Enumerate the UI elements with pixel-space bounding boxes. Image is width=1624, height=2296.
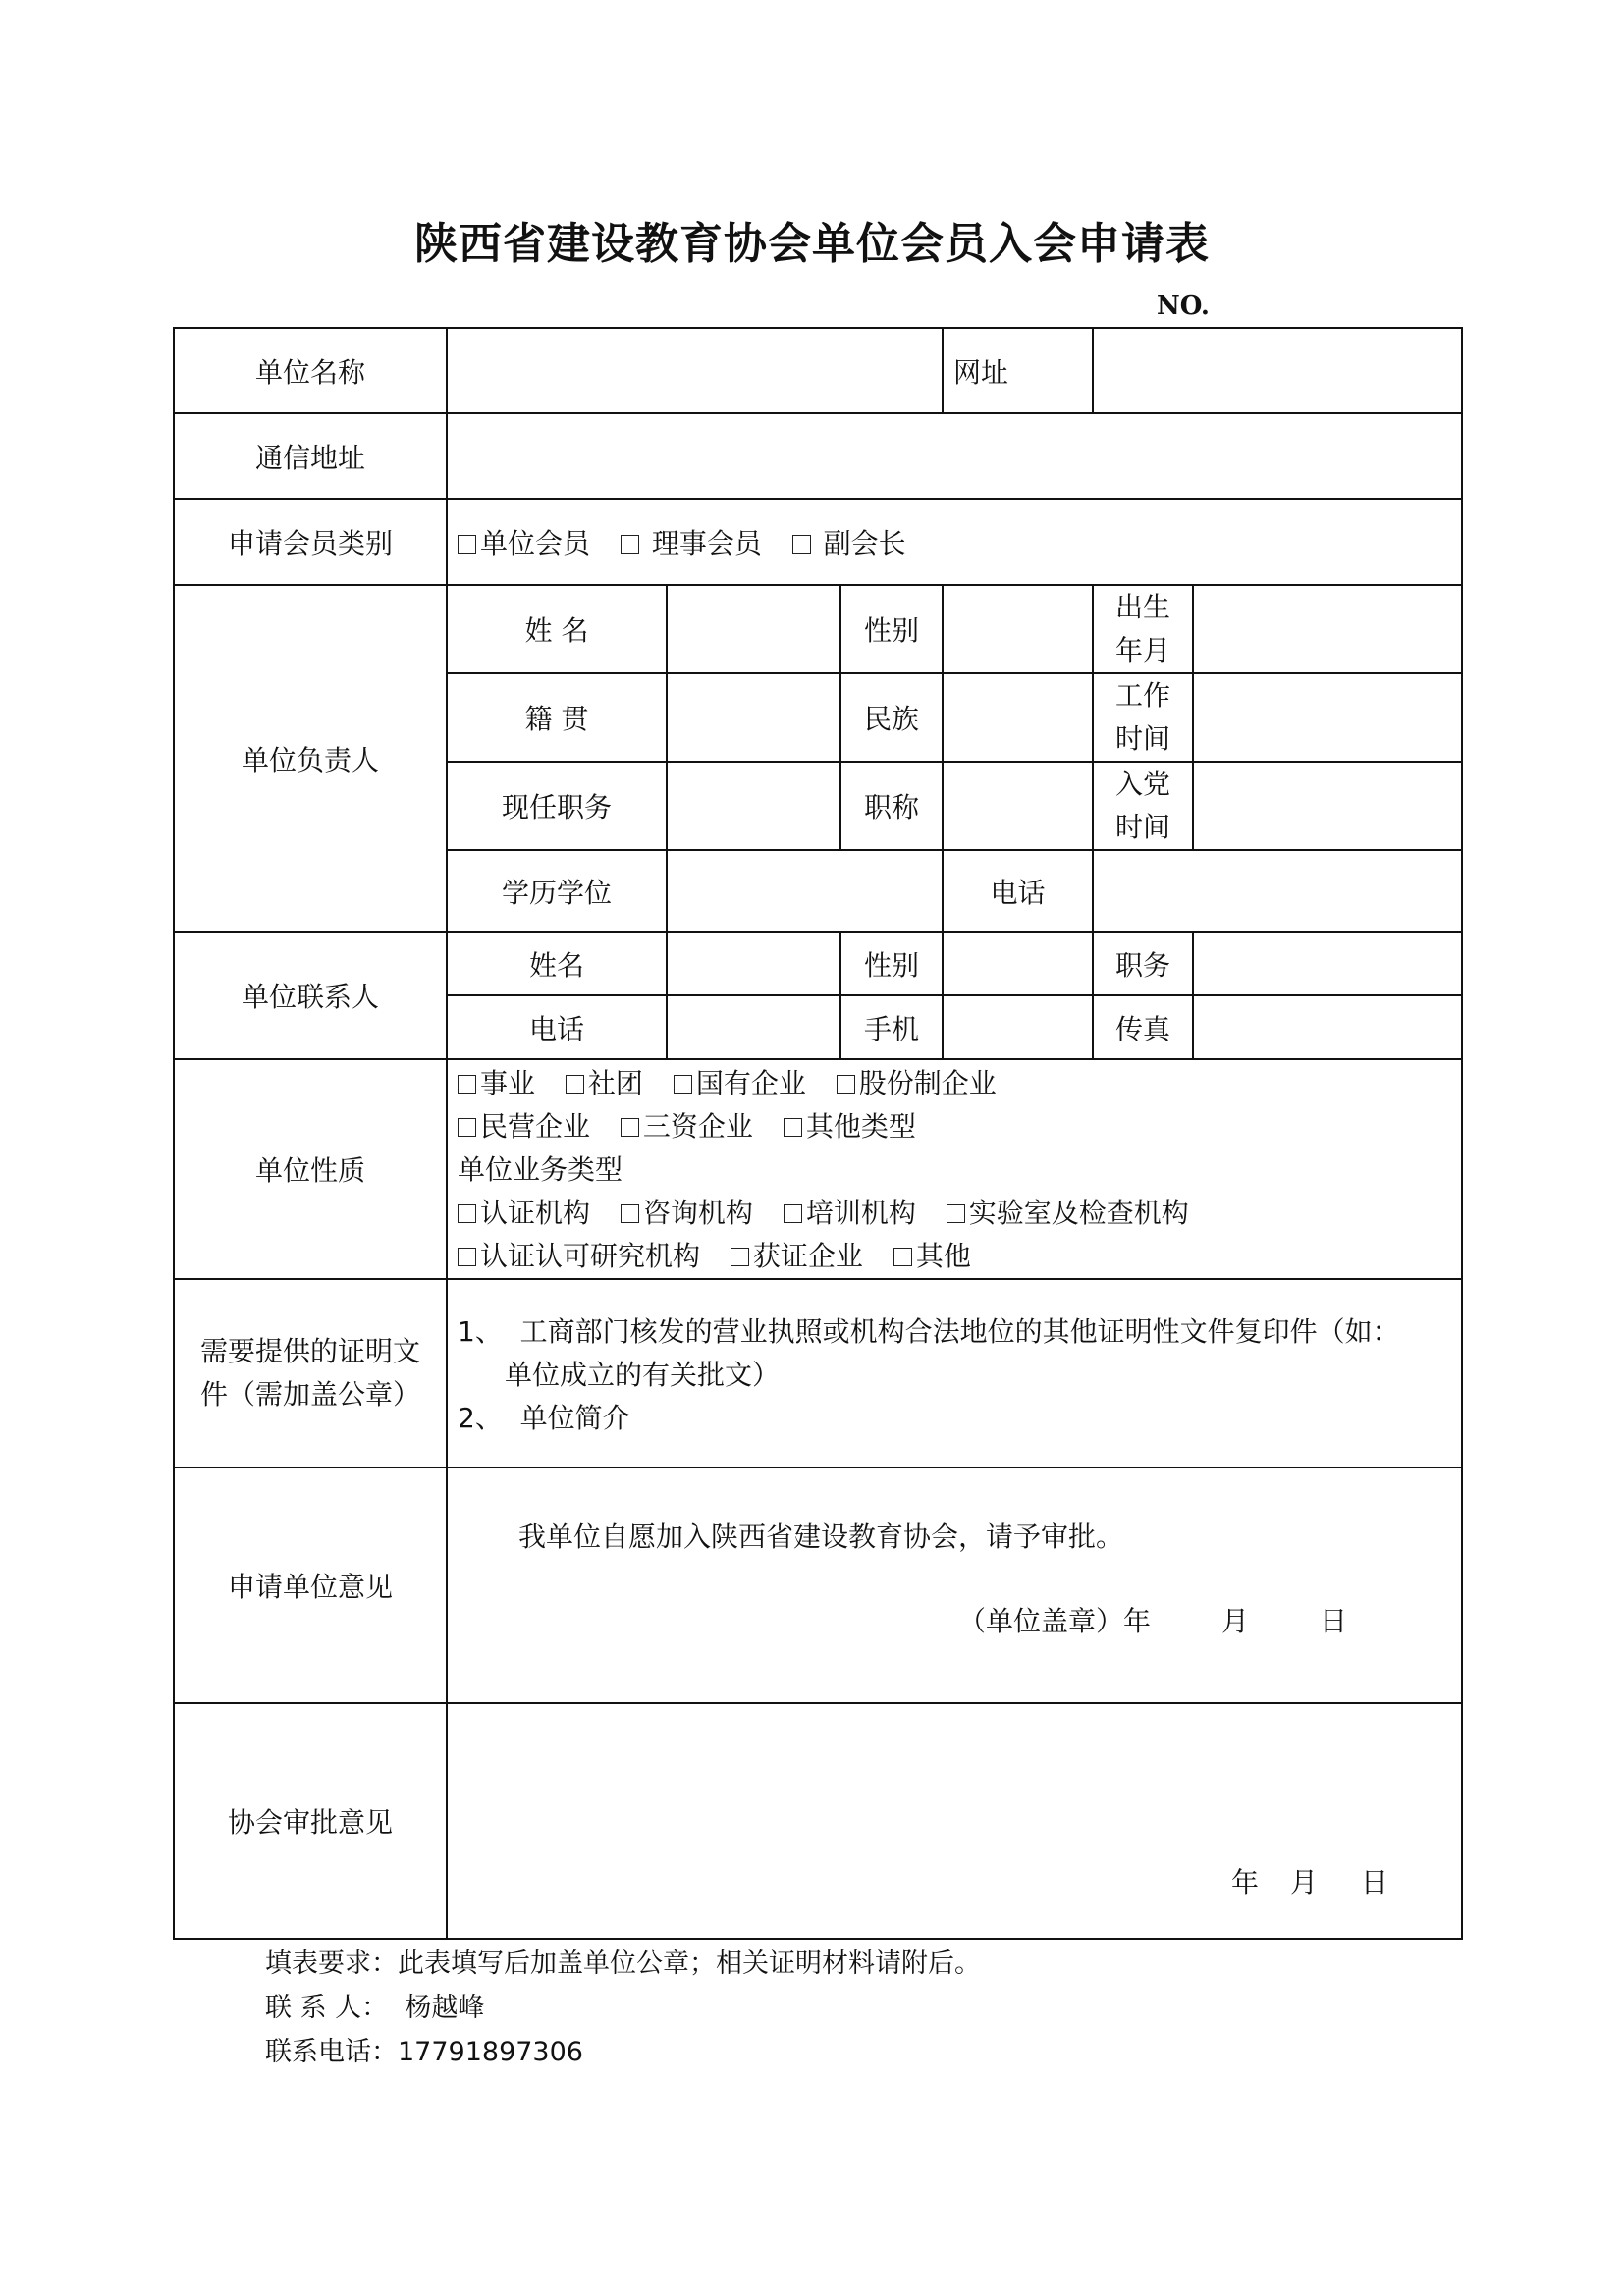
label-contact-fax: 传真 bbox=[1093, 995, 1193, 1059]
input-contact-fax[interactable] bbox=[1193, 995, 1462, 1059]
member-type-option-council[interactable]: 理事会员 bbox=[621, 527, 762, 560]
member-type-option-unit[interactable]: 单位会员 bbox=[458, 527, 590, 560]
business-option-certification[interactable]: 认证机构 bbox=[458, 1197, 590, 1229]
input-head-native[interactable] bbox=[667, 673, 840, 762]
input-head-ethnic[interactable] bbox=[943, 673, 1093, 762]
input-address[interactable] bbox=[447, 413, 1462, 499]
checkbox-icon[interactable] bbox=[947, 1204, 965, 1223]
nature-options-row-1 bbox=[458, 1062, 1451, 1105]
label-address: 通信地址 bbox=[174, 413, 447, 499]
nature-options-row-2 bbox=[458, 1105, 1451, 1148]
business-option-certified-enterprise[interactable]: 获证企业 bbox=[731, 1240, 863, 1272]
checkbox-icon[interactable] bbox=[566, 1075, 584, 1094]
label-contact-name: 姓名 bbox=[447, 932, 667, 995]
member-type-options bbox=[447, 499, 1462, 585]
applicant-statement: 我单位自愿加入陕西省建设教育协会，请予审批。 bbox=[518, 1521, 1124, 1553]
row-contact-1 bbox=[174, 932, 1462, 995]
checkbox-icon[interactable] bbox=[784, 1118, 802, 1137]
docs-item-1-continued: 单位成立的有关批文） bbox=[505, 1359, 781, 1391]
nature-option-foreign-invested[interactable]: 三资企业 bbox=[621, 1110, 753, 1143]
row-required-docs bbox=[174, 1279, 1462, 1468]
label-contact-phone: 电话 bbox=[447, 995, 667, 1059]
row-unit-nature bbox=[174, 1059, 1462, 1279]
label-applicant-opinion: 申请单位意见 bbox=[174, 1468, 447, 1703]
checkbox-icon[interactable] bbox=[784, 1204, 802, 1223]
business-option-training[interactable]: 培训机构 bbox=[784, 1197, 916, 1229]
label-head-work-time: 工作 时间 bbox=[1093, 673, 1193, 762]
business-options-row-1 bbox=[458, 1192, 1451, 1235]
checkbox-icon[interactable] bbox=[837, 1075, 855, 1094]
label-member-type: 申请会员类别 bbox=[174, 499, 447, 585]
unit-nature-options bbox=[447, 1059, 1462, 1279]
row-address bbox=[174, 413, 1462, 499]
row-applicant-opinion bbox=[174, 1468, 1462, 1703]
label-head-phone: 电话 bbox=[943, 850, 1093, 932]
association-opinion-area[interactable] bbox=[447, 1703, 1462, 1939]
label-contact-gender: 性别 bbox=[840, 932, 943, 995]
checkbox-icon[interactable] bbox=[792, 535, 811, 554]
input-contact-gender[interactable] bbox=[943, 932, 1093, 995]
input-head-education[interactable] bbox=[667, 850, 943, 932]
footer-phone: 联系电话：17791897306 bbox=[265, 2037, 583, 2067]
business-option-laboratory[interactable]: 实验室及检查机构 bbox=[947, 1197, 1189, 1229]
application-form-table bbox=[173, 327, 1463, 1940]
checkbox-icon[interactable] bbox=[458, 535, 476, 554]
label-unit-contact: 单位联系人 bbox=[174, 932, 447, 1059]
label-head-birth: 出生 年月 bbox=[1093, 585, 1193, 673]
row-head-1 bbox=[174, 585, 1462, 673]
checkbox-icon[interactable] bbox=[621, 1204, 639, 1223]
input-head-birth[interactable] bbox=[1193, 585, 1462, 673]
row-unit-name bbox=[174, 328, 1462, 413]
checkbox-icon[interactable] bbox=[621, 535, 639, 554]
docs-item-1: 1、 工商部门核发的营业执照或机构合法地位的其他证明性文件复印件（如： bbox=[458, 1315, 1400, 1348]
label-contact-mobile: 手机 bbox=[840, 995, 943, 1059]
label-head-position: 现任职务 bbox=[447, 762, 667, 850]
footer-requirement: 填表要求：此表填写后加盖单位公章；相关证明材料请附后。 bbox=[265, 1949, 981, 1979]
checkbox-icon[interactable] bbox=[458, 1118, 476, 1137]
label-head-title: 职称 bbox=[840, 762, 943, 850]
label-unit-head: 单位负责人 bbox=[174, 585, 447, 932]
checkbox-icon[interactable] bbox=[458, 1204, 476, 1223]
label-association-opinion: 协会审批意见 bbox=[174, 1703, 447, 1939]
applicant-seal-date: （单位盖章）年 月 日 bbox=[958, 1605, 1348, 1637]
applicant-opinion-area[interactable] bbox=[447, 1468, 1462, 1703]
label-required-docs: 需要提供的证明文 件（需加盖公章） bbox=[174, 1279, 447, 1468]
input-head-party-time[interactable] bbox=[1193, 762, 1462, 850]
input-head-phone[interactable] bbox=[1093, 850, 1462, 932]
footer-contact: 联 系 人： 杨越峰 bbox=[265, 1993, 485, 2023]
checkbox-icon[interactable] bbox=[458, 1248, 476, 1266]
input-unit-name[interactable] bbox=[447, 328, 943, 413]
label-head-ethnic: 民族 bbox=[840, 673, 943, 762]
nature-option-other-type[interactable]: 其他类型 bbox=[784, 1110, 916, 1143]
nature-option-joint-stock[interactable]: 股份制企业 bbox=[837, 1067, 997, 1099]
business-option-other[interactable]: 其他 bbox=[893, 1240, 971, 1272]
label-head-party-time: 入党 时间 bbox=[1093, 762, 1193, 850]
business-option-research[interactable]: 认证认可研究机构 bbox=[458, 1240, 700, 1272]
label-unit-name: 单位名称 bbox=[174, 328, 447, 413]
input-head-work-time[interactable] bbox=[1193, 673, 1462, 762]
checkbox-icon[interactable] bbox=[458, 1075, 476, 1094]
association-date: 年 月 日 bbox=[1231, 1866, 1389, 1898]
input-head-position[interactable] bbox=[667, 762, 840, 850]
input-contact-name[interactable] bbox=[667, 932, 840, 995]
input-head-gender[interactable] bbox=[943, 585, 1093, 673]
row-association-opinion bbox=[174, 1703, 1462, 1939]
label-unit-nature: 单位性质 bbox=[174, 1059, 447, 1279]
nature-option-private[interactable]: 民营企业 bbox=[458, 1110, 590, 1143]
input-contact-mobile[interactable] bbox=[943, 995, 1093, 1059]
checkbox-icon[interactable] bbox=[674, 1075, 692, 1094]
docs-item-2: 2、 单位简介 bbox=[458, 1402, 630, 1434]
member-type-option-vice-president[interactable]: 副会长 bbox=[792, 527, 906, 560]
business-type-label: 单位业务类型 bbox=[458, 1153, 623, 1186]
business-option-consulting[interactable]: 咨询机构 bbox=[621, 1197, 753, 1229]
checkbox-icon[interactable] bbox=[893, 1248, 912, 1266]
page-title: 陕西省建设教育协会单位会员入会申请表 bbox=[414, 219, 1210, 269]
form-number-label: NO. bbox=[1157, 292, 1210, 321]
label-contact-duty: 职务 bbox=[1093, 932, 1193, 995]
row-member-type bbox=[174, 499, 1462, 585]
nature-option-state-owned[interactable]: 国有企业 bbox=[674, 1067, 806, 1099]
checkbox-icon[interactable] bbox=[621, 1118, 639, 1137]
nature-option-public-institution[interactable]: 事业 bbox=[458, 1067, 535, 1099]
input-contact-phone[interactable] bbox=[667, 995, 840, 1059]
input-head-name[interactable] bbox=[667, 585, 840, 673]
checkbox-icon[interactable] bbox=[731, 1248, 749, 1266]
label-head-name: 姓 名 bbox=[447, 585, 667, 673]
label-head-gender: 性别 bbox=[840, 585, 943, 673]
input-website[interactable] bbox=[1093, 328, 1462, 413]
required-docs-list bbox=[447, 1279, 1462, 1468]
business-options-row-2 bbox=[458, 1235, 1451, 1278]
label-head-native: 籍 贯 bbox=[447, 673, 667, 762]
input-head-title[interactable] bbox=[943, 762, 1093, 850]
label-website: 网址 bbox=[943, 328, 1093, 413]
nature-option-association[interactable]: 社团 bbox=[566, 1067, 643, 1099]
input-contact-duty[interactable] bbox=[1193, 932, 1462, 995]
label-head-education: 学历学位 bbox=[447, 850, 667, 932]
